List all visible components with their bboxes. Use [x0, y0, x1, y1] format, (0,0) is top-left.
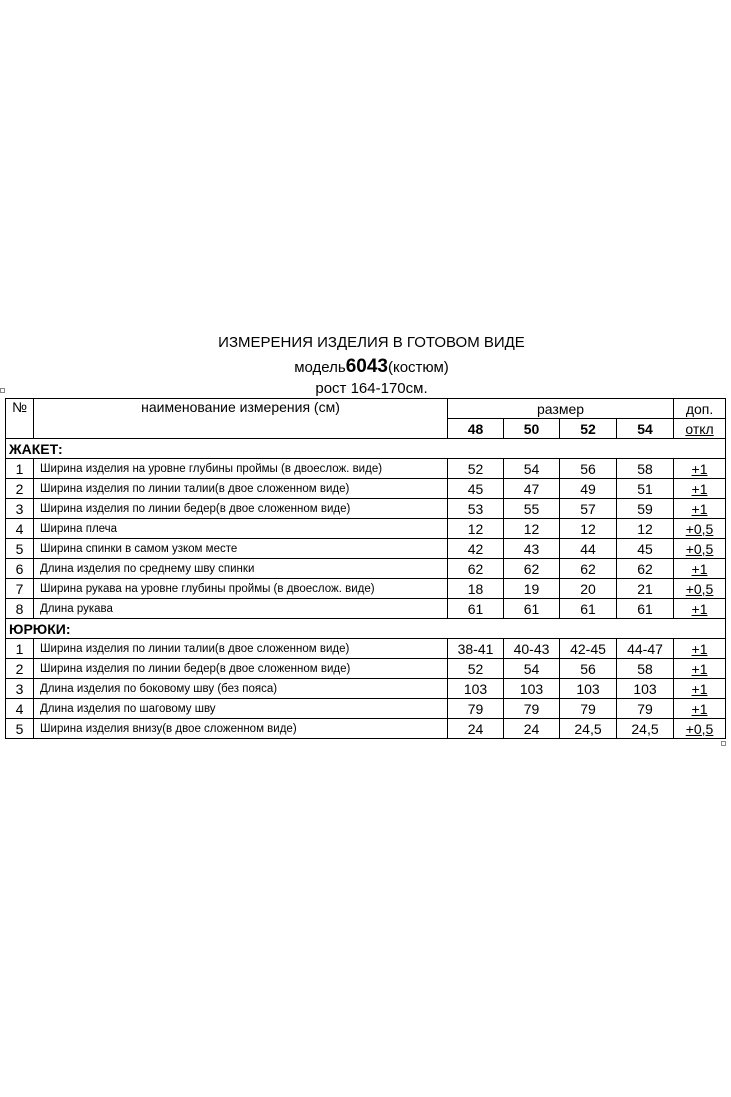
size-value: 12 [560, 519, 617, 539]
tolerance-value: +1 [691, 660, 708, 677]
size-value: 47 [504, 479, 560, 499]
table-resize-handle-icon[interactable] [721, 741, 726, 746]
tolerance-value: +1 [691, 600, 708, 617]
size-header: 48 [448, 419, 504, 439]
table-row [6, 539, 726, 559]
table-row [6, 459, 726, 479]
row-number: 5 [6, 539, 34, 559]
header-num: № [6, 399, 34, 439]
size-value: 54 [504, 459, 560, 479]
tolerance-value: +1 [691, 700, 708, 717]
row-number: 5 [6, 719, 34, 739]
table-row [6, 719, 726, 739]
tolerance-cell [674, 459, 726, 479]
size-value: 12 [448, 519, 504, 539]
row-number: 4 [6, 519, 34, 539]
tolerance-value: +0,5 [685, 720, 714, 737]
size-value: 103 [448, 679, 504, 699]
tolerance-cell [674, 559, 726, 579]
section-header-row [6, 619, 726, 639]
size-value: 12 [617, 519, 674, 539]
size-value: 52 [448, 459, 504, 479]
row-number: 2 [6, 479, 34, 499]
measurement-name: Ширина изделия по линии бедер(в двое сложенном виде) [34, 499, 448, 519]
row-number: 8 [6, 599, 34, 619]
tolerance-cell [674, 479, 726, 499]
size-value: 62 [448, 559, 504, 579]
tolerance-value: +0,5 [685, 520, 714, 537]
measurement-name: Ширина изделия по линии талии(в двое сложенном виде) [34, 639, 448, 659]
measurement-name: Ширина изделия по линии бедер(в двое сложенном виде) [34, 659, 448, 679]
row-number: 1 [6, 639, 34, 659]
size-value: 44 [560, 539, 617, 559]
tolerance-value: +1 [691, 480, 708, 497]
size-value: 79 [504, 699, 560, 719]
size-value: 24 [504, 719, 560, 739]
size-header: 50 [504, 419, 560, 439]
model-prefix: модель [294, 359, 346, 376]
measurement-name: Длина изделия по боковому шву (без пояса) [34, 679, 448, 699]
model-suffix: (костюм) [387, 359, 449, 376]
size-value: 61 [560, 599, 617, 619]
tolerance-cell [674, 539, 726, 559]
size-value: 58 [617, 459, 674, 479]
measurement-name: Ширина спинки в самом узком месте [34, 539, 448, 559]
size-value: 61 [617, 599, 674, 619]
size-value: 49 [560, 479, 617, 499]
size-value: 24,5 [560, 719, 617, 739]
size-value: 54 [504, 659, 560, 679]
size-value: 55 [504, 499, 560, 519]
table-row [6, 579, 726, 599]
size-value: 57 [560, 499, 617, 519]
section-title: ЖАКЕТ: [6, 439, 726, 459]
tolerance-cell [674, 579, 726, 599]
header-name: наименование измерения (см) [34, 399, 448, 439]
size-value: 58 [617, 659, 674, 679]
size-value: 18 [448, 579, 504, 599]
size-value: 79 [448, 699, 504, 719]
size-value: 79 [560, 699, 617, 719]
size-value: 53 [448, 499, 504, 519]
size-value: 44-47 [617, 639, 674, 659]
height-range: рост 164-170см. [315, 380, 428, 397]
size-value: 103 [617, 679, 674, 699]
table-row [6, 519, 726, 539]
size-value: 103 [504, 679, 560, 699]
table-row [6, 599, 726, 619]
tolerance-cell [674, 499, 726, 519]
row-number: 3 [6, 679, 34, 699]
tolerance-cell [674, 699, 726, 719]
measurement-name: Длина рукава [34, 599, 448, 619]
size-value: 103 [560, 679, 617, 699]
tolerance-value: +1 [691, 460, 708, 477]
size-value: 45 [617, 539, 674, 559]
size-value: 56 [560, 659, 617, 679]
header-tol-1: доп. [674, 399, 726, 419]
size-value: 61 [448, 599, 504, 619]
size-value: 56 [560, 459, 617, 479]
table-row [6, 659, 726, 679]
size-header: 54 [617, 419, 674, 439]
measurement-name: Длина изделия по шаговому шву [34, 699, 448, 719]
section-title: ЮРЮКИ: [6, 619, 726, 639]
model-line [6, 356, 731, 378]
row-number: 6 [6, 559, 34, 579]
header-tol-2-text: откл [685, 420, 714, 437]
row-number: 3 [6, 499, 34, 519]
model-number: 6043 [345, 356, 388, 377]
table-row [6, 639, 726, 659]
size-value: 24 [448, 719, 504, 739]
size-header: 52 [560, 419, 617, 439]
tolerance-cell [674, 659, 726, 679]
size-value: 62 [560, 559, 617, 579]
row-number: 1 [6, 459, 34, 479]
tolerance-cell [674, 599, 726, 619]
size-value: 20 [560, 579, 617, 599]
size-value: 21 [617, 579, 674, 599]
size-value: 19 [504, 579, 560, 599]
size-value: 40-43 [504, 639, 560, 659]
measurement-name: Ширина плеча [34, 519, 448, 539]
table-row [6, 679, 726, 699]
tolerance-cell [674, 639, 726, 659]
size-value: 61 [504, 599, 560, 619]
measurement-name: Ширина рукава на уровне глубины проймы (в двоеслож. виде) [34, 579, 448, 599]
tolerance-value: +1 [691, 640, 708, 657]
table-move-handle-icon[interactable] [0, 388, 5, 393]
size-value: 43 [504, 539, 560, 559]
header-tol-2 [674, 419, 726, 439]
size-value: 52 [448, 659, 504, 679]
tolerance-cell [674, 519, 726, 539]
measurements-table [5, 398, 726, 739]
measurement-name: Ширина изделия внизу(в двое сложенном виде) [34, 719, 448, 739]
header-size: размер [448, 399, 674, 419]
size-value: 24,5 [617, 719, 674, 739]
size-value: 62 [504, 559, 560, 579]
row-number: 4 [6, 699, 34, 719]
size-value: 42 [448, 539, 504, 559]
measurement-name: Ширина изделия на уровне глубины проймы (в двоеслож. виде) [34, 459, 448, 479]
size-value: 45 [448, 479, 504, 499]
table-row [6, 559, 726, 579]
document-title: ИЗМЕРЕНИЯ ИЗДЕЛИЯ В ГОТОВОМ ВИДЕ [218, 334, 525, 351]
row-number: 2 [6, 659, 34, 679]
table-row [6, 499, 726, 519]
size-value: 79 [617, 699, 674, 719]
tolerance-cell [674, 719, 726, 739]
size-value: 12 [504, 519, 560, 539]
table-row [6, 699, 726, 719]
size-value: 42-45 [560, 639, 617, 659]
size-value: 38-41 [448, 639, 504, 659]
size-value: 62 [617, 559, 674, 579]
measurement-name: Длина изделия по среднему шву спинки [34, 559, 448, 579]
tolerance-value: +0,5 [685, 540, 714, 557]
tolerance-cell [674, 679, 726, 699]
tolerance-value: +1 [691, 680, 708, 697]
size-value: 59 [617, 499, 674, 519]
section-header-row [6, 439, 726, 459]
tolerance-value: +1 [691, 500, 708, 517]
size-value: 51 [617, 479, 674, 499]
row-number: 7 [6, 579, 34, 599]
tolerance-value: +1 [691, 560, 708, 577]
measurement-name: Ширина изделия по линии талии(в двое сложенном виде) [34, 479, 448, 499]
tolerance-value: +0,5 [685, 580, 714, 597]
table-row [6, 479, 726, 499]
